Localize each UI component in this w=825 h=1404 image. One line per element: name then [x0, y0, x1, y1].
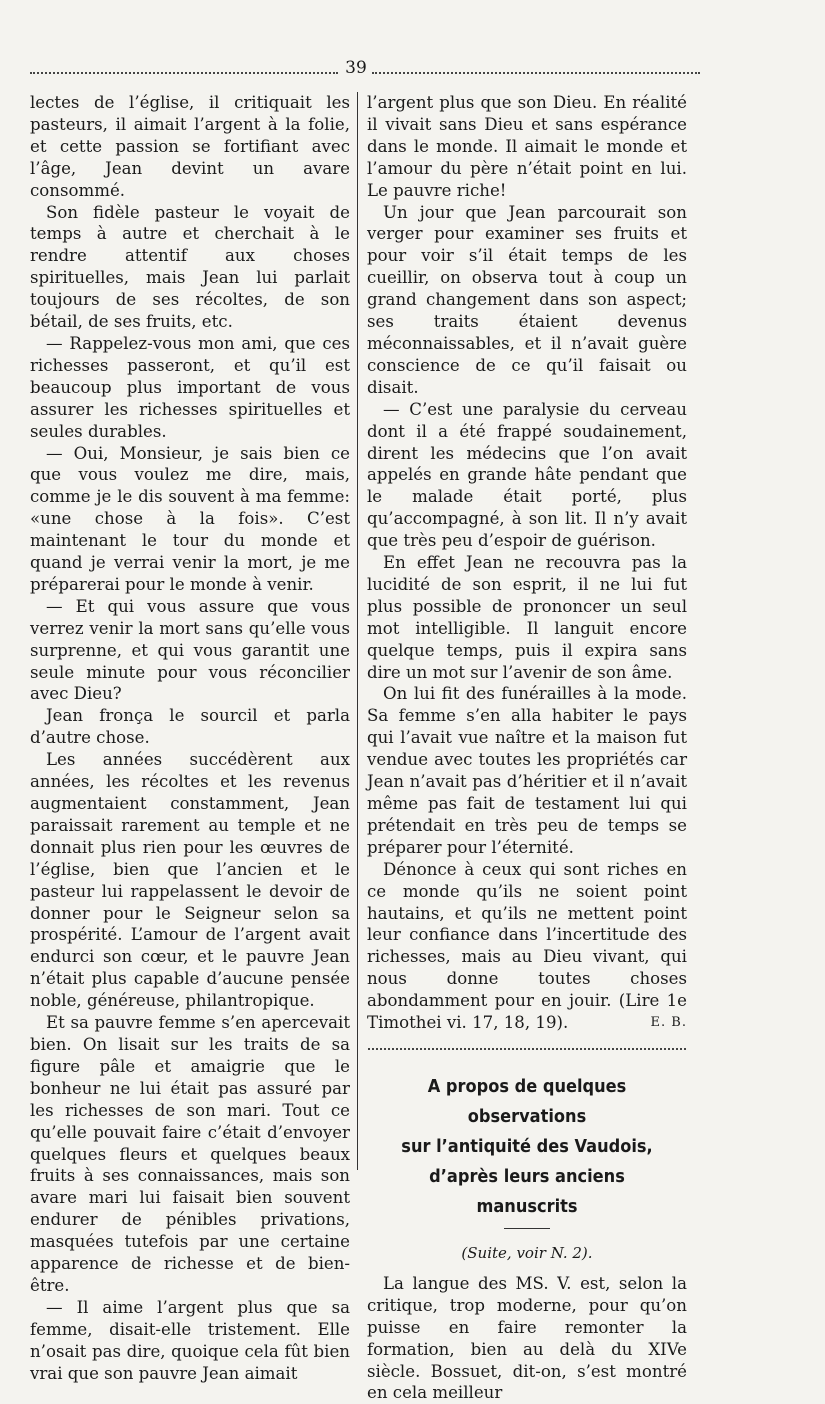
section-separator — [368, 1048, 686, 1050]
article-title-line: A propos de quelques observations — [427, 1075, 627, 1127]
paragraph: — Il aime l’argent plus que sa femme, disait-elle tristement. Elle n’osait pas dire, quoique cela fût bien vrai que son pauvre Jean aimait — [30, 1297, 350, 1383]
paragraph: Un jour que Jean parcourait son verger pour examiner ses fruits et pour voir s’il était temps de les cueillir, on observa tout à coup un grand changement dans son aspect; ses traits étaient devenus méconnaissables, et il n’avait guère conscience de ce qu’il faisait ou disait. — [367, 202, 687, 397]
paragraph: Les années succédèrent aux années, les récoltes et les revenus augmentaient constamment, Jean paraissait rarement au temple et ne donnait plus rien pour les œuvres de l’église, bien que l’ancien et le pasteur lui rappelassent le devoir de donner pour le Seigneur selon sa prospérité. L’amour de l’argent avait endurci son cœur, et le pauvre Jean n’était plus capable d’aucune pensée noble, généreuse, philantropique. — [30, 750, 350, 1011]
paragraph: Jean fronça le sourcil et parla d’autre chose. — [30, 706, 350, 748]
page-number: 39 — [345, 58, 367, 78]
title-rule — [504, 1228, 550, 1229]
paragraph — [367, 859, 687, 1034]
paragraph: Et sa pauvre femme s’en apercevait bien. On lisait sur les traits de sa figure pâle et amaigrie que le bonheur ne lui était pas assuré par les richesses de son mari. Tout ce qu’elle pouvait faire c’était d’envoyer quelques fleurs et quelques beaux fruits à ses connaissances, mais son avare mari lui faisait bien souvent endurer de pénibles privations, masquées tutefois par une certaine apparence de richesse et de bien-être. — [30, 1013, 350, 1295]
paragraph-text: Dénonce à ceux qui sont riches en ce monde qu’ils ne soient point hautains, et qu’ils ne mettent point leur confiance dans l’incertitude des richesses, mais au Dieu vivant, qui nous donne toutes choses abondamment pour en jouir. (Lire 1e Timothei vi. 17, 18, 19). — [367, 859, 687, 1033]
paragraph: — Et qui vous assure que vous verrez venir la mort sans qu’elle vous surprenne, et qui vous garantit une seule minute pour vous réconcilier avec Dieu? — [30, 596, 350, 704]
header-rule-left — [30, 72, 338, 74]
left-column — [30, 92, 350, 1384]
paragraph: — Oui, Monsieur, je sais bien ce que vous voulez me dire, mais, comme je le dis souvent à ma femme: «une chose à la fois». C’est maintenant le tour du monde et quand je verrai venir la mort, je me préparerai pour le monde à venir. — [30, 443, 350, 594]
article-title-line: d’après leurs anciens manuscrits — [429, 1165, 625, 1217]
paragraph: On lui fit des funérailles à la mode. Sa femme s’en alla habiter le pays qui l’avait vue naître et la maison fut vendue avec toutes les propriétés car Jean n’avait pas d’héritier et il n’avait même pas fait de testament lui qui prétendait en très peu de temps se préparer pour l’éternité. — [367, 684, 687, 857]
right-column — [367, 92, 687, 1404]
paragraph: l’argent plus que son Dieu. En réalité il vivait sans Dieu et sans espérance dans le monde. Il aimait le monde et l’amour du père n’était point en lui. Le pauvre riche! — [367, 93, 687, 200]
header-rule-right — [372, 72, 700, 74]
article-title-line: sur l’antiquité des Vaudois, — [401, 1135, 653, 1157]
paragraph: lectes de l’église, il critiquait les pasteurs, il aimait l’argent à la folie, et cette passion se fortifiant avec l’âge, Jean devint un avare consommé. — [30, 93, 350, 200]
article-paragraph: La langue des MS. V. est, selon la critique, trop moderne, pour qu’on puisse en faire remonter la formation, bien au delà du XIVe siècle. Bossuet, dit-on, s’est montré en cela meilleur — [367, 1273, 687, 1403]
paragraph: — C’est une paralysie du cerveau dont il a été frappé soudainement, dirent les médecins que l’on avait appelés en grande hâte pendant que le malade était porté, plus qu’accompagné, à son lit. Il n’y avait que très peu d’espoir de guérison. — [367, 399, 687, 551]
continuation-note: (Suite, voir N. 2). — [461, 1243, 593, 1262]
column-divider — [357, 92, 358, 1170]
author-signature: E. B. — [650, 1015, 687, 1031]
paragraph: Son fidèle pasteur le voyait de temps à autre et cherchait à le rendre attentif aux choses spirituelles, mais Jean lui parlait toujours de ses récoltes, de son bétail, de ses fruits, etc. — [30, 202, 350, 332]
paragraph: En effet Jean ne recouvra pas la lucidité de son esprit, il ne lui fut plus possible de prononcer un seul mot intelligible. Il languit encore quelque temps, puis il expira sans dire un mot sur l’avenir de son âme. — [367, 553, 687, 682]
paragraph: — Rappelez-vous mon ami, que ces richesses passeront, et qu’il est beaucoup plus important de vous assurer les richesses spirituelles et seules durables. — [30, 333, 350, 441]
